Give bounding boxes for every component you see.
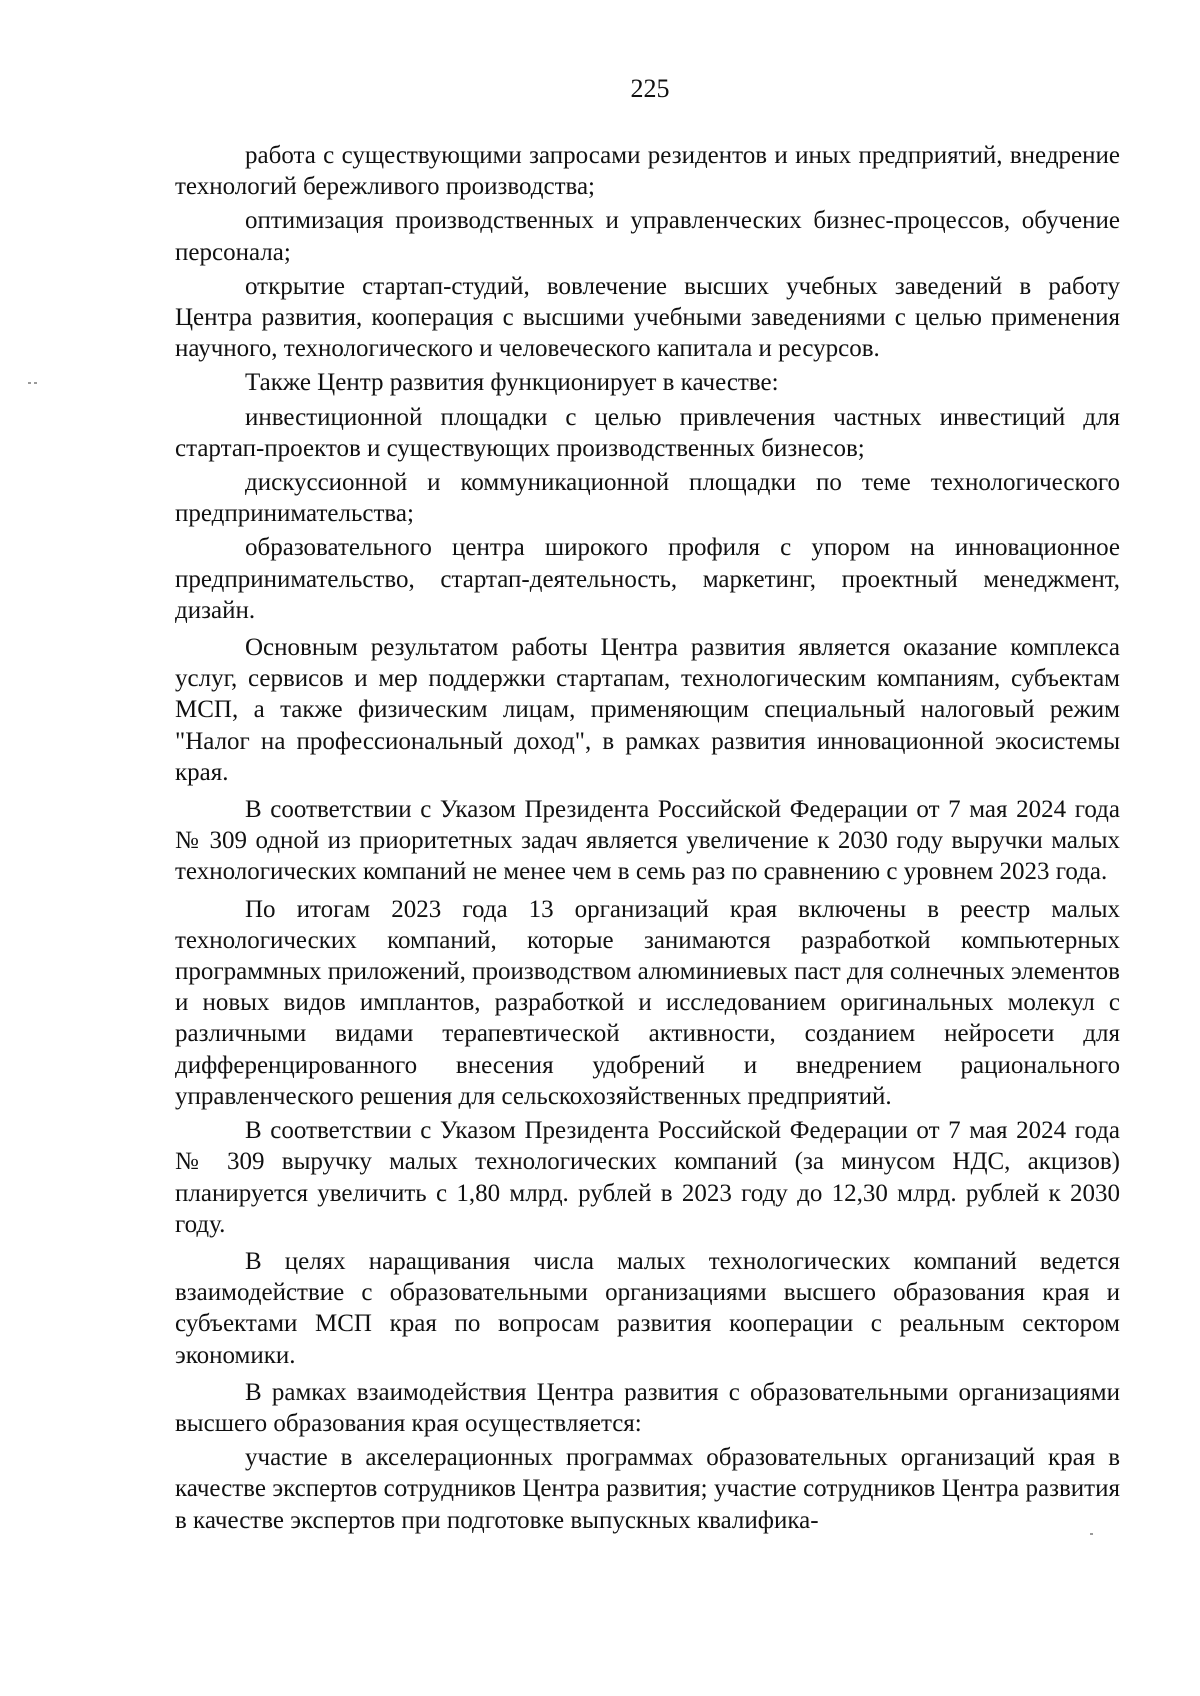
paragraph-university-interaction: В рамках взаимодействия Центра развития с образовательными организациями высшего образования края осуществляется:: [175, 1378, 1120, 1437]
paragraph-investment-platform: инвестиционной площадки с целью привлечения частных инвестиций для стартап-проектов и существующих производственных бизнесов;: [175, 403, 1120, 462]
paragraph-main-result: Основным результатом работы Центра развития является оказание комплекса услуг, сервисов и мер поддержки стартапам, технологическим компаниям, субъектам МСП, а также физическим лицам, применяющим специальный налоговый режим "Налог на профессиональный доход", в рамках развития инновационной экосистемы края.: [175, 634, 1120, 786]
scan-speck: [34, 382, 37, 384]
paragraph-accelerator-participation: участие в акселерационных программах образовательных организаций края в качестве экспертов сотрудников Центра развития; участие сотрудников Центра развития в качестве экспертов при подготовке выпускных квалифика-: [175, 1444, 1120, 1534]
paragraph-registry-2023: По итогам 2023 года 13 организаций края включены в реестр малых технологических компаний, которые занимаются разработкой компьютерных программных приложений, производством алюминиевых паст для солнечных элементов и новых видов имплантов, разработкой и исследованием оригинальных молекул с различными видами терапевтической активности, созданием нейросети для дифференцированного внесения удобрений и внедрением рационального управленческого решения для сельскохозяйственных предприятий.: [175, 895, 1120, 1110]
paragraph-cooperation: В целях наращивания числа малых технологических компаний ведется взаимодействие с образовательными организациями высшего образования края и субъектами МСП края по вопросам развития кооперации с реальным сектором экономики.: [175, 1247, 1120, 1369]
page-number: 225: [630, 74, 670, 103]
paragraph-center-functions: Также Центр развития функционирует в качестве:: [245, 369, 779, 397]
paragraph-revenue-plan: В соответствии с Указом Президента Российской Федерации от 7 мая 2024 года № 309 выручку малых технологических компаний (за минусом НДС, акцизов) планируется увеличить с 1,80 млрд. рублей в 2023 году до 12,30 млрд. рублей к 2030 году.: [175, 1117, 1120, 1238]
paragraph-optimization: оптимизация производственных и управленческих бизнес-процессов, обучение персонала;: [175, 207, 1120, 266]
paragraph-discussion-platform: дискуссионной и коммуникационной площадки по теме технологического предпринимательства;: [175, 469, 1120, 528]
paragraph-decree-goal: В соответствии с Указом Президента Российской Федерации от 7 мая 2024 года № 309 одной из приоритетных задач является увеличение к 2030 году выручки малых технологических компаний не менее чем в семь раз по сравнению с уровнем 2023 года.: [175, 796, 1120, 886]
scan-speck: [28, 382, 31, 384]
paragraph-lean-production: работа с существующими запросами резидентов и иных предприятий, внедрение технологий бережливого производства;: [175, 142, 1120, 201]
body-text: [175, 140, 1120, 1539]
paragraph-startup-studios: открытие стартап-студий, вовлечение высших учебных заведений в работу Центра развития, кооперация с высшими учебными заведениями с целью применения научного, технологического и человеческого капитала и ресурсов.: [175, 272, 1120, 363]
paragraph-education-center: образовательного центра широкого профиля с упором на инновационное предпринимательство, стартап-деятельность, маркетинг, проектный менеджмент, дизайн.: [175, 534, 1120, 624]
